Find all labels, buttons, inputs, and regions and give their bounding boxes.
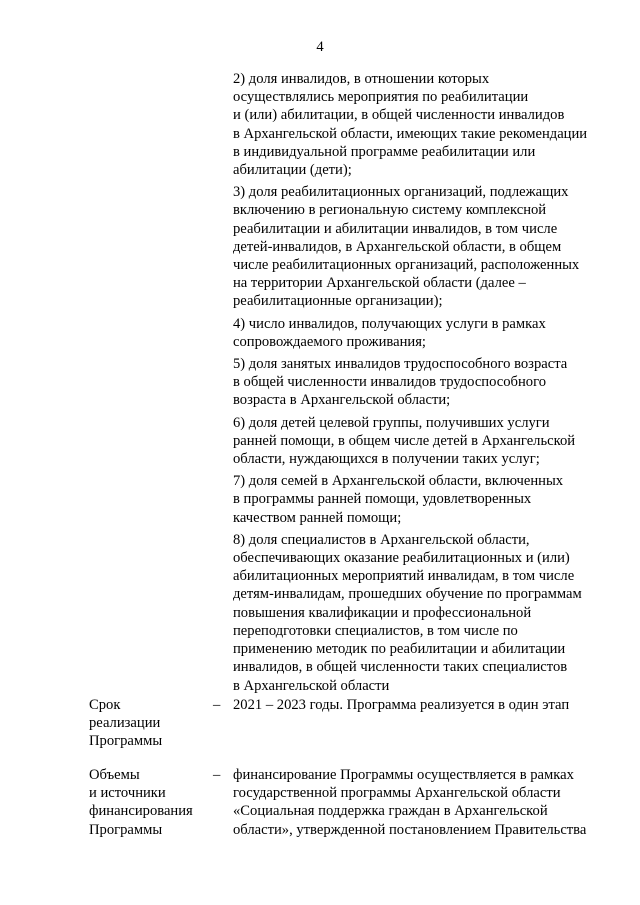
indicator-item-7: 7) доля семей в Архангельской области, включенных в программы ранней помощи, удовлетворенных качеством ранней помощи; <box>233 473 564 526</box>
term-dash: – <box>213 697 221 713</box>
indicator-item-3: 3) доля реабилитационных организаций, подлежащих включению в региональную систему комплексной реабилитации и абилитации инвалидов, в том числе детей-инвалидов, в Архангельской области, в общем числе реабилитационных организаций, расположенных на территории Архангельской области (далее – реабилитационные организации); <box>233 184 580 310</box>
term-label: Срок реализации Программы <box>89 697 163 750</box>
indicator-item-2: 2) доля инвалидов, в отношении которых осуществлялись мероприятия по реабилитации и (или) абилитации, в общей численности инвалидов в Архангельской области, имеющих такие рекомендации в индивидуальной программе реабилитации или абилитации (дети); <box>233 71 588 179</box>
page-number: 4 <box>316 39 324 55</box>
indicator-item-8: 8) доля специалистов в Архангельской области, обеспечивающих оказание реабилитационных и (или) абилитационных мероприятий инвалидам, в том числе детям-инвалидам, прошедших обучение по программам повышения квалификации и профессиональной переподготовки специалистов, в том числе по применению методик по реабилитации и абилитации инвалидов, в общей численности таких специалистов в Архангельской области <box>233 531 582 694</box>
term-value: 2021 – 2023 годы. Программа реализуется в один этап <box>233 697 570 713</box>
funding-value: финансирование Программы осуществляется в рамках государственной программы Архангельской области «Социальная поддержка граждан в Архангельской области», утвержденной постановлением Правительства <box>233 767 587 838</box>
indicator-item-5: 5) доля занятых инвалидов трудоспособного возраста в общей численности инвалидов трудоспособного возраста в Архангельской области; <box>233 356 568 409</box>
funding-label: Объемы и источники финансирования Программы <box>89 767 193 838</box>
indicators-list <box>233 70 623 699</box>
indicator-item-6: 6) доля детей целевой группы, получивших услуги ранней помощи, в общем числе детей в Архангельской области, нуждающихся в получении таких услуг; <box>233 414 576 468</box>
indicator-item-4: 4) число инвалидов, получающих услуги в рамках сопровождаемого проживания; <box>233 315 546 350</box>
funding-dash: – <box>213 767 221 783</box>
